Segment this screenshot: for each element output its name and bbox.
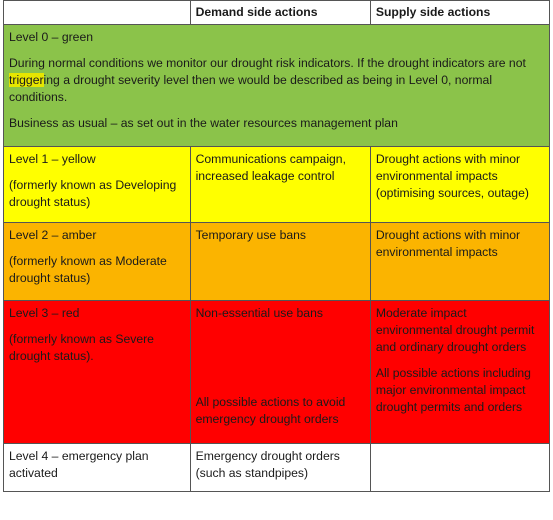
level3-supply-1: Moderate impact environmental drought permit and ordinary drought orders [375, 306, 535, 354]
level3-demand-2: All possible actions to avoid emergency drought orders [195, 395, 346, 426]
drought-levels-table [3, 0, 550, 492]
level1-note: (formerly known as Developing drought status) [9, 178, 177, 209]
level3-note: (formerly known as Severe drought status). [9, 332, 154, 363]
level0-description-b: ing a drought severity level then we would be described as being in Level 0, normal conditions. [9, 73, 493, 104]
level0-description-highlight: trigger [9, 73, 44, 87]
level4-demand-cell: Emergency drought orders (such as standpipes) [190, 444, 370, 492]
level2-row [4, 223, 550, 301]
level1-label-cell [4, 147, 191, 223]
level0-description-a: During normal conditions we monitor our drought risk indicators. If the drought indicators are not [9, 56, 526, 70]
level0-title: Level 0 – green [9, 30, 94, 44]
level2-label-cell [4, 223, 191, 301]
header-row [4, 1, 550, 25]
level0-business-as-usual: Business as usual – as set out in the water resources management plan [9, 116, 398, 130]
level1-supply-cell: Drought actions with minor environmental impacts (optimising sources, outage) [370, 147, 549, 223]
level4-row [4, 444, 550, 492]
level3-supply-cell [370, 301, 549, 444]
header-demand-side: Demand side actions [190, 1, 370, 25]
header-blank-cell [4, 1, 191, 25]
level0-cell [4, 25, 550, 147]
level4-label-cell: Level 4 – emergency plan activated [4, 444, 191, 492]
level4-supply-cell [370, 444, 549, 492]
level2-demand-cell: Temporary use bans [190, 223, 370, 301]
level2-note: (formerly known as Moderate drought status) [9, 254, 167, 285]
level3-title: Level 3 – red [9, 306, 80, 320]
level1-row [4, 147, 550, 223]
level1-title: Level 1 – yellow [9, 152, 96, 166]
level2-title: Level 2 – amber [9, 228, 97, 242]
level3-demand-cell [190, 301, 370, 444]
level3-supply-2: All possible actions including major environmental impact drought permits and orders [375, 366, 531, 414]
level3-demand-1: Non-essential use bans [195, 306, 323, 320]
level2-supply-cell: Drought actions with minor environmental impacts [370, 223, 549, 301]
level1-demand-cell: Communications campaign, increased leakage control [190, 147, 370, 223]
level0-description [9, 55, 544, 106]
header-supply-side: Supply side actions [370, 1, 549, 25]
level3-row [4, 301, 550, 444]
level3-label-cell [4, 301, 191, 444]
level0-row [4, 25, 550, 147]
